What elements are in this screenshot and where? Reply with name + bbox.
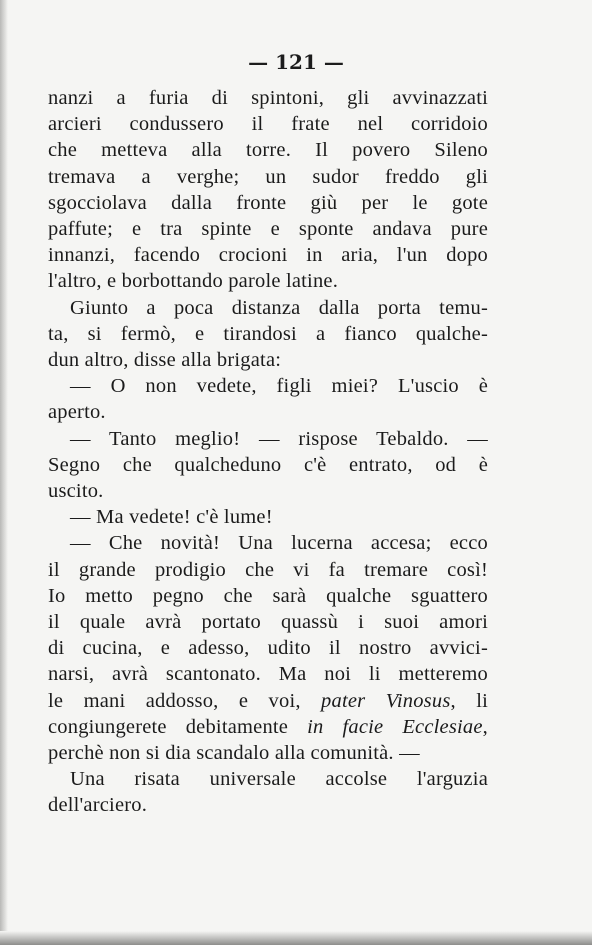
text-line: sgocciolava dalla fronte giù per le gote bbox=[48, 191, 488, 214]
page-number: — 121 — bbox=[248, 50, 344, 74]
text-line: congiungerete debitamente in facie Ecclesiae, bbox=[48, 715, 488, 738]
page-body-text bbox=[48, 85, 488, 819]
text-line: uscito. bbox=[48, 480, 104, 503]
text-line: l'altro, e borbottando parole latine. bbox=[48, 270, 339, 293]
text-line: — Tanto meglio! — rispose Tebaldo. — bbox=[70, 427, 488, 450]
text-line: il quale avrà portato quassù i suoi amori bbox=[48, 611, 488, 634]
text-line: il grande prodigio che vi fa tremare così! bbox=[48, 558, 488, 581]
latin-phrase: pater Vinosus bbox=[321, 689, 451, 712]
text-line: Una risata universale accolse l'arguzia bbox=[70, 768, 488, 791]
text-line: Io metto pegno che sarà qualche sguattero bbox=[48, 584, 488, 607]
text-line: aperto. bbox=[48, 401, 106, 424]
text-line: di cucina, e adesso, udito il nostro avvici- bbox=[48, 637, 488, 660]
text-line: narsi, avrà scantonato. Ma noi li metteremo bbox=[48, 663, 488, 686]
text-line: dun altro, disse alla brigata: bbox=[48, 349, 282, 372]
text-line: paffute; e tra spinte e sponte andava pure bbox=[48, 218, 488, 241]
text-line: Giunto a poca distanza dalla porta temu- bbox=[70, 296, 488, 319]
text-line: perchè non si dia scandalo alla comunità. — bbox=[48, 742, 420, 765]
page-gutter-shadow bbox=[0, 0, 8, 945]
text-line: — Che novità! Una lucerna accesa; ecco bbox=[70, 532, 488, 555]
text-line: innanzi, facendo crocioni in aria, l'un dopo bbox=[48, 244, 488, 267]
text-line: nanzi a furia di spintoni, gli avvinazzati bbox=[48, 87, 488, 109]
text-line: che metteva alla torre. Il povero Sileno bbox=[48, 139, 488, 162]
page-bottom-shadow bbox=[0, 931, 592, 945]
latin-phrase: in facie Ecclesiae bbox=[307, 715, 483, 738]
text-line: le mani addosso, e voi, pater Vinosus, li bbox=[48, 689, 488, 712]
text-line: — O non vedete, figli miei? L'uscio è bbox=[70, 375, 488, 398]
text-line: arcieri condussero il frate nel corridoio bbox=[48, 113, 488, 136]
text-line: — Ma vedete! c'è lume! bbox=[70, 506, 273, 529]
text-line: Segno che qualcheduno c'è entrato, od è bbox=[48, 453, 488, 476]
text-line: tremava a verghe; un sudor freddo gli bbox=[48, 165, 488, 188]
text-line: dell'arciero. bbox=[48, 794, 148, 817]
text-line: ta, si fermò, e tirandosi a fianco qualche- bbox=[48, 322, 488, 345]
